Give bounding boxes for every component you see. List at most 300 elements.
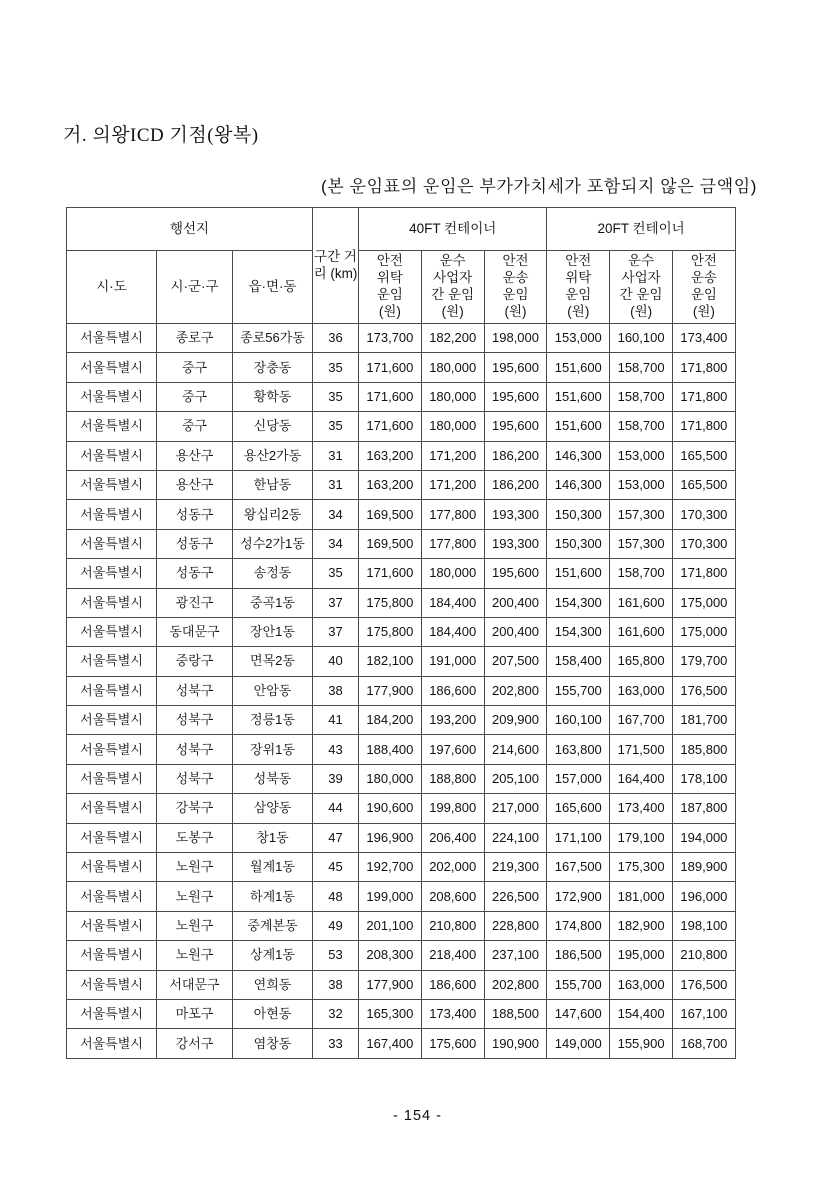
cell-20ft-safe-transport: 175,000 [673,588,736,617]
label-line: 운수 [439,253,466,269]
header-distance-line1: 구간 [314,248,341,264]
cell-40ft-safe-consign: 190,600 [359,794,422,823]
cell-sido: 서울특별시 [67,735,157,764]
cell-20ft-safe-transport: 167,100 [673,999,736,1028]
cell-40ft-between-carrier: 218,400 [421,941,484,970]
cell-20ft-safe-consign: 165,600 [547,794,610,823]
cell-distance: 49 [313,911,359,940]
cell-40ft-safe-transport: 200,400 [484,588,547,617]
cell-40ft-safe-transport: 205,100 [484,764,547,793]
label-line: 안전 [565,253,592,269]
header-40ft-safe-consign-fare [359,251,422,324]
label-line: 간 운임 [431,287,475,302]
cell-20ft-between-carrier: 155,900 [610,1029,673,1058]
cell-sido: 서울특별시 [67,853,157,882]
cell-20ft-safe-consign: 155,700 [547,970,610,999]
cell-sido: 서울특별시 [67,324,157,353]
cell-sigungu: 노원구 [157,882,233,911]
cell-20ft-safe-transport: 170,300 [673,500,736,529]
cell-40ft-between-carrier: 171,200 [421,441,484,470]
cell-dong: 안암동 [233,676,313,705]
cell-40ft-safe-transport: 186,200 [484,441,547,470]
cell-dong: 연희동 [233,970,313,999]
cell-20ft-safe-transport: 181,700 [673,706,736,735]
header-20ft-safe-transport-fare [673,251,736,324]
cell-20ft-safe-consign: 154,300 [547,617,610,646]
cell-distance: 39 [313,764,359,793]
cell-40ft-safe-consign: 177,900 [359,970,422,999]
cell-dong: 용산2가동 [233,441,313,470]
table-row [67,853,736,882]
cell-40ft-safe-consign: 175,800 [359,617,422,646]
table-row [67,1029,736,1058]
cell-40ft-safe-consign: 163,200 [359,441,422,470]
cell-distance: 44 [313,794,359,823]
table-row [67,617,736,646]
cell-40ft-safe-transport: 202,800 [484,676,547,705]
cell-40ft-between-carrier: 173,400 [421,999,484,1028]
cell-20ft-safe-transport: 171,800 [673,382,736,411]
cell-sigungu: 중구 [157,353,233,382]
cell-20ft-safe-transport: 189,900 [673,853,736,882]
cell-sigungu: 중랑구 [157,647,233,676]
cell-20ft-between-carrier: 163,000 [610,970,673,999]
cell-40ft-safe-transport: 195,600 [484,559,547,588]
table-row [67,999,736,1028]
label-line: 안전 [376,253,403,269]
table-row [67,382,736,411]
cell-distance: 33 [313,1029,359,1058]
cell-40ft-safe-consign: 196,900 [359,823,422,852]
cell-20ft-safe-transport: 194,000 [673,823,736,852]
cell-distance: 35 [313,353,359,382]
cell-sigungu: 강서구 [157,1029,233,1058]
cell-20ft-safe-consign: 153,000 [547,324,610,353]
cell-sigungu: 마포구 [157,999,233,1028]
cell-40ft-safe-consign: 173,700 [359,324,422,353]
page-title: 거. 의왕ICD 기점(왕복) [63,125,259,146]
header-sido: 시·도 [67,251,157,324]
header-row-sub [67,251,736,324]
cell-dong: 성북동 [233,764,313,793]
cell-20ft-between-carrier: 182,900 [610,911,673,940]
cell-distance: 35 [313,559,359,588]
cell-40ft-safe-transport: 195,600 [484,382,547,411]
cell-sido: 서울특별시 [67,941,157,970]
cell-40ft-between-carrier: 180,000 [421,353,484,382]
cell-sigungu: 강북구 [157,794,233,823]
cell-sigungu: 용산구 [157,470,233,499]
header-group-40ft: 40FT 컨테이너 [359,208,547,251]
header-eupmyeondong: 읍·면·동 [233,251,313,324]
cell-40ft-safe-transport: 200,400 [484,617,547,646]
cell-40ft-between-carrier: 191,000 [421,647,484,676]
cell-sigungu: 노원구 [157,941,233,970]
cell-40ft-safe-transport: 219,300 [484,853,547,882]
cell-40ft-between-carrier: 184,400 [421,588,484,617]
cell-20ft-between-carrier: 175,300 [610,853,673,882]
cell-40ft-safe-consign: 184,200 [359,706,422,735]
label-line: 운송 [690,270,717,286]
table-row [67,941,736,970]
cell-20ft-safe-consign: 172,900 [547,882,610,911]
cell-40ft-safe-transport: 207,500 [484,647,547,676]
table-row [67,735,736,764]
cell-20ft-safe-transport: 170,300 [673,529,736,558]
cell-40ft-safe-consign: 169,500 [359,529,422,558]
cell-distance: 38 [313,970,359,999]
cell-dong: 월계1동 [233,853,313,882]
cell-dong: 성수2가1동 [233,529,313,558]
cell-20ft-safe-consign: 186,500 [547,941,610,970]
cell-distance: 37 [313,588,359,617]
cell-distance: 31 [313,441,359,470]
cell-dong: 장위1동 [233,735,313,764]
cell-40ft-safe-transport: 202,800 [484,970,547,999]
cell-20ft-safe-consign: 160,100 [547,706,610,735]
cell-distance: 38 [313,676,359,705]
cell-40ft-between-carrier: 182,200 [421,324,484,353]
cell-sido: 서울특별시 [67,588,157,617]
cell-distance: 36 [313,324,359,353]
cell-sido: 서울특별시 [67,911,157,940]
cell-40ft-between-carrier: 193,200 [421,706,484,735]
cell-dong: 종로56가동 [233,324,313,353]
header-20ft-safe-consign-fare [547,251,610,324]
cell-20ft-between-carrier: 153,000 [610,441,673,470]
table-row [67,500,736,529]
cell-sigungu: 성북구 [157,706,233,735]
label-line: (원) [441,303,464,319]
cell-distance: 34 [313,529,359,558]
cell-20ft-between-carrier: 158,700 [610,559,673,588]
cell-20ft-between-carrier: 167,700 [610,706,673,735]
cell-sido: 서울특별시 [67,794,157,823]
cell-40ft-between-carrier: 177,800 [421,500,484,529]
tax-exclusion-note: (본 운임표의 운임은 부가가치세가 포함되지 않은 금액임) [321,177,757,196]
cell-20ft-safe-consign: 154,300 [547,588,610,617]
label-line: 간 운임 [619,287,663,302]
cell-40ft-safe-transport: 193,300 [484,529,547,558]
cell-40ft-safe-consign: 192,700 [359,853,422,882]
table-row [67,823,736,852]
cell-distance: 53 [313,941,359,970]
cell-40ft-between-carrier: 202,000 [421,853,484,882]
cell-40ft-between-carrier: 208,600 [421,882,484,911]
cell-40ft-between-carrier: 171,200 [421,470,484,499]
table-row [67,794,736,823]
cell-20ft-safe-consign: 151,600 [547,353,610,382]
cell-sigungu: 성동구 [157,500,233,529]
cell-sigungu: 용산구 [157,441,233,470]
header-40ft-safe-transport-fare [484,251,547,324]
cell-sigungu: 광진구 [157,588,233,617]
cell-20ft-safe-consign: 155,700 [547,676,610,705]
cell-20ft-between-carrier: 163,000 [610,676,673,705]
cell-sigungu: 노원구 [157,853,233,882]
cell-sido: 서울특별시 [67,559,157,588]
cell-sido: 서울특별시 [67,970,157,999]
label-line: 운임 [502,287,529,302]
cell-sigungu: 성북구 [157,676,233,705]
header-distance [313,208,359,324]
cell-40ft-between-carrier: 177,800 [421,529,484,558]
cell-40ft-safe-consign: 165,300 [359,999,422,1028]
cell-40ft-safe-transport: 188,500 [484,999,547,1028]
label-line: 운임 [376,287,403,302]
label-line: (원) [630,303,653,319]
cell-20ft-between-carrier: 171,500 [610,735,673,764]
cell-sido: 서울특별시 [67,470,157,499]
cell-40ft-safe-transport: 190,900 [484,1029,547,1058]
cell-20ft-safe-transport: 171,800 [673,559,736,588]
cell-40ft-between-carrier: 206,400 [421,823,484,852]
cell-sigungu: 중구 [157,382,233,411]
cell-sigungu: 성북구 [157,764,233,793]
cell-20ft-safe-transport: 165,500 [673,441,736,470]
cell-40ft-between-carrier: 197,600 [421,735,484,764]
cell-40ft-safe-transport: 237,100 [484,941,547,970]
cell-40ft-safe-consign: 201,100 [359,911,422,940]
cell-sigungu: 중구 [157,412,233,441]
cell-20ft-between-carrier: 161,600 [610,588,673,617]
cell-40ft-safe-consign: 163,200 [359,470,422,499]
table-row [67,911,736,940]
cell-40ft-safe-consign: 171,600 [359,353,422,382]
cell-40ft-safe-transport: 228,800 [484,911,547,940]
cell-sido: 서울특별시 [67,1029,157,1058]
cell-sido: 서울특별시 [67,882,157,911]
cell-dong: 장안1동 [233,617,313,646]
cell-dong: 신당동 [233,412,313,441]
label-line: 운임 [690,287,717,302]
cell-distance: 34 [313,500,359,529]
cell-20ft-safe-consign: 151,600 [547,382,610,411]
cell-20ft-safe-transport: 179,700 [673,647,736,676]
cell-20ft-between-carrier: 158,700 [610,412,673,441]
cell-20ft-safe-consign: 167,500 [547,853,610,882]
cell-dong: 중곡1동 [233,588,313,617]
cell-40ft-safe-transport: 195,600 [484,353,547,382]
cell-20ft-between-carrier: 173,400 [610,794,673,823]
cell-sido: 서울특별시 [67,999,157,1028]
cell-40ft-safe-transport: 195,600 [484,412,547,441]
cell-sigungu: 도봉구 [157,823,233,852]
cell-40ft-safe-transport: 186,200 [484,470,547,499]
table-row [67,353,736,382]
cell-distance: 41 [313,706,359,735]
cell-20ft-between-carrier: 158,700 [610,353,673,382]
cell-40ft-between-carrier: 186,600 [421,676,484,705]
table-row [67,764,736,793]
cell-distance: 48 [313,882,359,911]
cell-20ft-between-carrier: 165,800 [610,647,673,676]
table-row [67,588,736,617]
header-destination-group: 행선지 [67,208,313,251]
cell-20ft-safe-consign: 158,400 [547,647,610,676]
cell-20ft-safe-consign: 151,600 [547,559,610,588]
cell-20ft-safe-transport: 210,800 [673,941,736,970]
cell-40ft-between-carrier: 180,000 [421,559,484,588]
cell-20ft-safe-consign: 163,800 [547,735,610,764]
cell-20ft-safe-transport: 198,100 [673,911,736,940]
cell-distance: 32 [313,999,359,1028]
cell-40ft-between-carrier: 184,400 [421,617,484,646]
cell-40ft-safe-transport: 224,100 [484,823,547,852]
cell-20ft-between-carrier: 154,400 [610,999,673,1028]
cell-20ft-between-carrier: 179,100 [610,823,673,852]
cell-40ft-safe-transport: 193,300 [484,500,547,529]
cell-40ft-safe-consign: 177,900 [359,676,422,705]
cell-sigungu: 성동구 [157,529,233,558]
cell-40ft-between-carrier: 180,000 [421,382,484,411]
cell-40ft-safe-consign: 199,000 [359,882,422,911]
cell-20ft-safe-consign: 146,300 [547,441,610,470]
header-row-group [67,208,736,251]
cell-20ft-between-carrier: 181,000 [610,882,673,911]
cell-40ft-safe-consign: 175,800 [359,588,422,617]
cell-40ft-safe-consign: 180,000 [359,764,422,793]
cell-20ft-safe-consign: 157,000 [547,764,610,793]
header-20ft-between-carrier-fare [610,251,673,324]
cell-dong: 하계1동 [233,882,313,911]
cell-40ft-safe-transport: 226,500 [484,882,547,911]
cell-sigungu: 노원구 [157,911,233,940]
cell-dong: 아현동 [233,999,313,1028]
cell-dong: 황학동 [233,382,313,411]
cell-40ft-safe-consign: 171,600 [359,412,422,441]
cell-20ft-safe-consign: 149,000 [547,1029,610,1058]
cell-20ft-between-carrier: 164,400 [610,764,673,793]
cell-sigungu: 종로구 [157,324,233,353]
cell-40ft-safe-consign: 182,100 [359,647,422,676]
cell-dong: 중계본동 [233,911,313,940]
cell-dong: 삼양동 [233,794,313,823]
cell-distance: 43 [313,735,359,764]
cell-dong: 창1동 [233,823,313,852]
header-40ft-between-carrier-fare [421,251,484,324]
cell-sigungu: 성북구 [157,735,233,764]
cell-dong: 송정동 [233,559,313,588]
cell-sido: 서울특별시 [67,647,157,676]
cell-20ft-safe-transport: 178,100 [673,764,736,793]
cell-sigungu: 서대문구 [157,970,233,999]
cell-40ft-between-carrier: 186,600 [421,970,484,999]
page-number: - 154 - [393,1108,442,1124]
cell-sido: 서울특별시 [67,500,157,529]
cell-20ft-safe-transport: 171,800 [673,412,736,441]
cell-sido: 서울특별시 [67,706,157,735]
cell-distance: 35 [313,382,359,411]
cell-distance: 45 [313,853,359,882]
cell-20ft-safe-consign: 150,300 [547,500,610,529]
cell-sido: 서울특별시 [67,353,157,382]
cell-20ft-between-carrier: 195,000 [610,941,673,970]
cell-dong: 왕십리2동 [233,500,313,529]
header-distance-line3: (km) [330,265,358,281]
label-line: 사업자 [621,270,661,286]
cell-20ft-safe-transport: 171,800 [673,353,736,382]
cell-20ft-safe-consign: 147,600 [547,999,610,1028]
table-row [67,324,736,353]
cell-sido: 서울특별시 [67,676,157,705]
cell-40ft-between-carrier: 188,800 [421,764,484,793]
cell-20ft-safe-transport: 165,500 [673,470,736,499]
table-body [67,324,736,1059]
cell-20ft-safe-transport: 196,000 [673,882,736,911]
cell-20ft-between-carrier: 153,000 [610,470,673,499]
cell-sigungu: 동대문구 [157,617,233,646]
table-row [67,529,736,558]
cell-sido: 서울특별시 [67,382,157,411]
header-distance-line2: 거리 [313,248,357,281]
cell-40ft-safe-consign: 171,600 [359,559,422,588]
cell-20ft-safe-consign: 146,300 [547,470,610,499]
cell-40ft-safe-transport: 209,900 [484,706,547,735]
cell-40ft-between-carrier: 199,800 [421,794,484,823]
table-row [67,412,736,441]
cell-40ft-between-carrier: 180,000 [421,412,484,441]
label-line: (원) [378,303,401,319]
cell-dong: 정릉1동 [233,706,313,735]
cell-40ft-safe-consign: 208,300 [359,941,422,970]
table-row [67,647,736,676]
label-line: 사업자 [433,270,473,286]
cell-sido: 서울특별시 [67,764,157,793]
cell-40ft-safe-transport: 217,000 [484,794,547,823]
table-row [67,441,736,470]
cell-20ft-safe-transport: 168,700 [673,1029,736,1058]
cell-20ft-between-carrier: 158,700 [610,382,673,411]
table-row [67,470,736,499]
cell-20ft-between-carrier: 157,300 [610,529,673,558]
cell-distance: 37 [313,617,359,646]
cell-20ft-safe-consign: 174,800 [547,911,610,940]
cell-dong: 상계1동 [233,941,313,970]
cell-20ft-safe-consign: 150,300 [547,529,610,558]
cell-40ft-between-carrier: 175,600 [421,1029,484,1058]
header-group-20ft: 20FT 컨테이너 [547,208,735,251]
cell-20ft-safe-consign: 171,100 [547,823,610,852]
cell-20ft-between-carrier: 160,100 [610,324,673,353]
cell-dong: 염창동 [233,1029,313,1058]
cell-40ft-safe-transport: 198,000 [484,324,547,353]
cell-20ft-safe-transport: 175,000 [673,617,736,646]
label-line: (원) [504,303,527,319]
cell-40ft-between-carrier: 210,800 [421,911,484,940]
cell-dong: 면목2동 [233,647,313,676]
table-row [67,882,736,911]
cell-distance: 35 [313,412,359,441]
label-line: 안전 [690,253,717,269]
cell-dong: 한남동 [233,470,313,499]
cell-sido: 서울특별시 [67,617,157,646]
label-line: 위탁 [376,270,403,286]
cell-40ft-safe-consign: 167,400 [359,1029,422,1058]
cell-20ft-safe-consign: 151,600 [547,412,610,441]
cell-sido: 서울특별시 [67,412,157,441]
table-header [67,208,736,324]
table-row [67,559,736,588]
cell-sido: 서울특별시 [67,823,157,852]
header-sigungu: 시·군·구 [157,251,233,324]
label-line: 운송 [502,270,529,286]
cell-20ft-safe-transport: 187,800 [673,794,736,823]
cell-20ft-safe-transport: 185,800 [673,735,736,764]
cell-40ft-safe-consign: 188,400 [359,735,422,764]
cell-sido: 서울특별시 [67,529,157,558]
cell-20ft-safe-transport: 176,500 [673,676,736,705]
